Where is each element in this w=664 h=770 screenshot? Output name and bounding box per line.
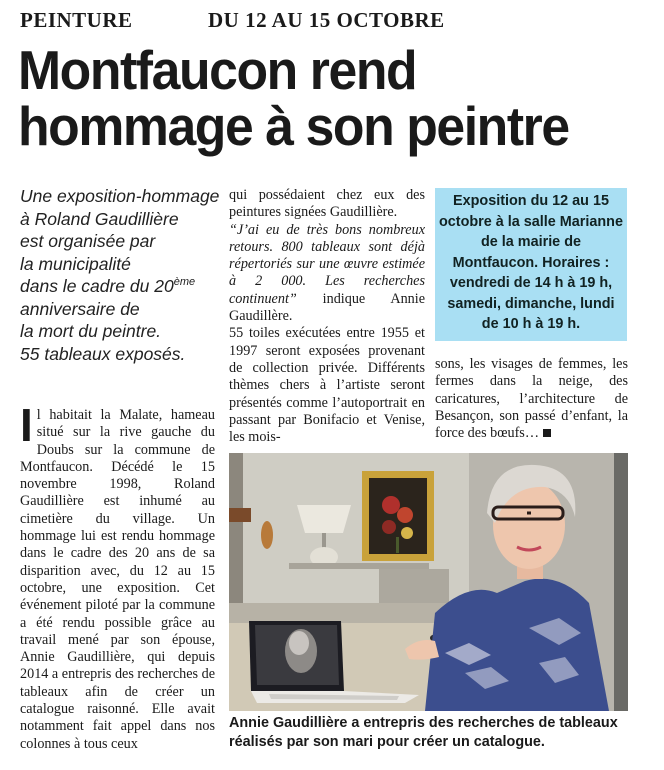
drop-cap: I <box>20 399 33 451</box>
headline <box>18 39 610 157</box>
lead-line <box>20 275 230 298</box>
lead-text: dans le cadre du 20 <box>20 276 174 296</box>
lead-line: anniversaire de <box>20 298 140 319</box>
quote-text: “J’ai eu de très bons nombreux retours. 800 tableaux sont déjà répertoriés sur une œuvre estimée à 2 000. Les recherches continuent” <box>229 221 425 307</box>
article-photo <box>229 453 628 711</box>
article-paragraph: qui possédaient chez eux des peintures signées Gaudillière. <box>229 187 425 221</box>
lead-line: est organisée par <box>20 231 156 251</box>
end-mark-icon <box>543 429 551 437</box>
lead-line: 55 tableaux exposés. <box>20 343 186 364</box>
headline-line-2: hommage à son peintre <box>18 95 569 157</box>
quote-attribution: indique Annie Gaudillère. <box>229 290 425 325</box>
photo-illustration <box>229 453 628 711</box>
lead-line: Une exposition-hommage <box>20 186 220 206</box>
ordinal-suffix: ème <box>173 276 196 289</box>
article-column-2 <box>229 187 425 446</box>
kicker <box>20 8 640 34</box>
headline-line-1: Montfaucon rend <box>18 39 417 101</box>
lead-line: la mort du peintre. <box>20 321 162 341</box>
article-column-3 <box>435 356 628 442</box>
info-box <box>435 188 627 341</box>
event-dates: DU 12 AU 15 OCTOBRE <box>208 8 445 32</box>
article-text: l habitait la Malate, hameau situé sur la rive gauche du Doubs sur la commune de Montfaucon. Décédé le 15 novembre 1998, Roland Gaudillière est inhumé au cimetière du village. Un hommage lui est rendu hommage dans le cadre des 20 ans de sa disparition avec, du 12 au 15 octobre, une exposition. Cet événement piloté par la commune a été rendu possible grâce au travail mené par son épouse, Annie Gaudillière, qui depuis 2014 a entrepris des recherches de tableaux afin de créer un catalogue raisonné. Elle avait notamment fait appel dans nos colonnes à tous ceux <box>20 407 215 752</box>
lead-line: la municipalité <box>20 253 131 274</box>
info-box-text: Exposition du 12 au 15 octobre à la salle Marianne de la mairie de Montfaucon. Horaires : vendredi de 14 h à 19 h, samedi, dimanche, lundi de 10 h à 19 h. <box>439 193 623 332</box>
article-paragraph: 55 toiles exécutées entre 1955 et 1997 seront exposées provenant de collection privée. Différents thèmes chers à l’artiste seront présentés comme l’autoportrait en passant par Bonifacio et Venise, les mois- <box>229 325 425 446</box>
quote-paragraph <box>229 222 425 326</box>
photo-caption: Annie Gaudillière a entrepris des recherches de tableaux réalisés par son mari pour créer un catalogue. <box>229 715 618 750</box>
rubric-label: PEINTURE <box>20 8 133 32</box>
article-column-1 <box>20 399 215 753</box>
lead-paragraph <box>20 185 230 365</box>
lead-line: à Roland Gaudillière <box>20 208 179 229</box>
article-text: sons, les visages de femmes, les fermes dans la neige, des caricatures, l’architecture de Besançon, son passé d’enfant, la force des bœufs… <box>435 356 628 442</box>
